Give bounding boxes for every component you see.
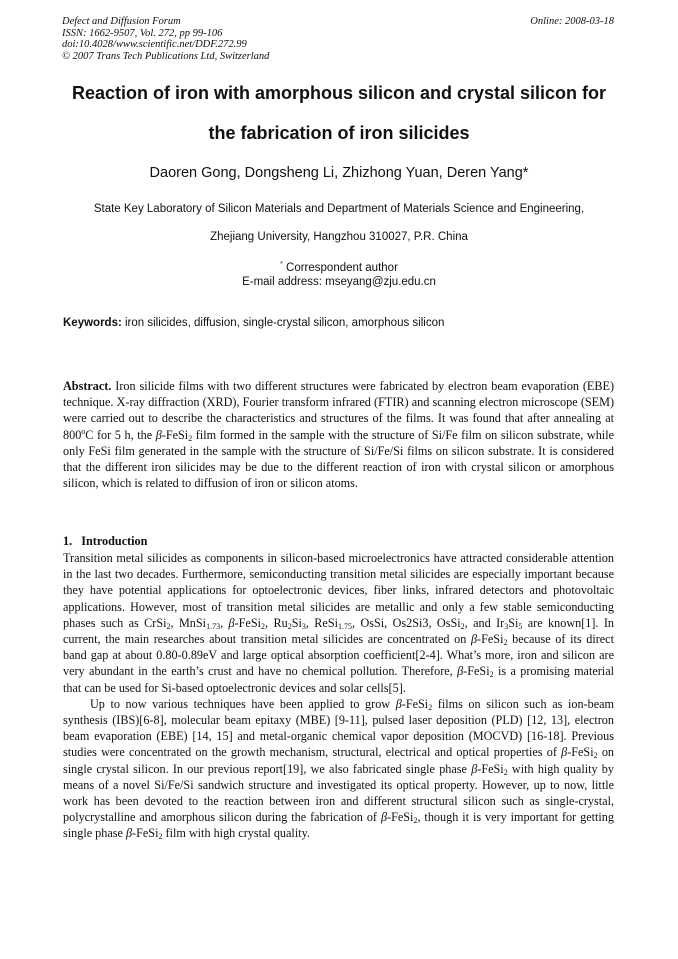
subscript: 2 [593, 751, 598, 761]
text: films on silicon such as ion-beam synthesis (IBS)[6-8], molecular beam epitaxy (MBE) [9-11], pulsed laser deposition (PLD) [12, 13], electron beam evaporation (EBE) [14, 15] and metal-organic chemical vapor deposition (MOCVD) [16-18]. Previous studies were concentrated on the growth mechanism, structural, electrical and optical properties of [63, 696, 614, 760]
subscript: 2 [413, 816, 418, 826]
subscript: 2 [503, 638, 508, 648]
text: film with high crystal quality. [162, 826, 310, 841]
subscript: 2 [166, 621, 171, 631]
affiliation-line-2: Zhejiang University, Hangzhou 310027, P.R. China [210, 231, 468, 243]
text: because of its direct band gap at about 0.80-0.89eV and large optical absorption coefficient[2-4]. What’s more, iron and silicon are very abundant in the earth’s crust and have no chemical pollution. Therefore, [63, 632, 614, 679]
text: with high quality by means of a novel Si/Fe/Si sandwich structure and investigated its optical property. However, up to now, little work has been devoted to the reaction between iron and different structural silicon such as single-crystal, polycrystalline and amorphous silicon during the fabrication of [63, 761, 614, 825]
subscript: 2 [489, 670, 494, 680]
online-date: Online: 2008-03-18 [530, 16, 614, 27]
subscript: 2 [188, 433, 193, 443]
abstract-text: -FeSi [161, 427, 189, 442]
text: -FeSi [567, 745, 594, 760]
abstract-text: C for 5 h, the [85, 427, 156, 442]
text: Transition metal silicides as components in silicon-based microelectronics have attracted considerable attention in the last two decades. Furthermore, semiconducting transition metal silicides are especially important because they have potential applications for optoelectronic devices, fiber links, infrared detectors and photovoltaic applications. However, most of transition metal silicides are metallic and only a few stable semiconducting phases such as CrSi [63, 551, 614, 630]
beta-symbol: β [125, 826, 133, 841]
text: is a promising material that can be used for Si-based optoelectronic devices and solar cells[5]. [63, 664, 614, 695]
text: on single crystal silicon. In our previous report[19], we also fabricated single phase [63, 745, 615, 776]
text: , ReSi [305, 615, 339, 630]
beta-symbol: β [471, 761, 478, 776]
subscript: 2 [261, 621, 266, 631]
doi: doi:10.4028/www.scientific.net/DDF.272.99 [62, 39, 247, 50]
subscript: 1.75 [338, 621, 353, 631]
subscript: 3 [301, 621, 306, 631]
text: -FeSi [132, 826, 159, 841]
beta-symbol: β [470, 632, 478, 647]
text: , OsSi, Os2Si3, OsSi [352, 615, 461, 630]
abstract [63, 378, 614, 491]
subscript: 5 [518, 621, 523, 631]
text: , though it is very important for getting single phase [63, 810, 614, 841]
author-list: Daoren Gong, Dongsheng Li, Zhizhong Yuan, Deren Yang* [149, 165, 529, 181]
beta-symbol: β [561, 745, 568, 760]
text: -FeSi [463, 664, 490, 679]
subscript: 2 [287, 621, 292, 631]
keywords-label: Keywords: [63, 317, 122, 329]
paragraph [63, 550, 614, 696]
keywords [63, 317, 623, 329]
abstract-text: Iron silicide films with two different structures were fabricated by electron beam evaporation (EBE) technique. X-ray diffraction (XRD), Fourier transform infrared (FTIR) and scanning electron microscope (SEM) were carried out to describe the characteristics and structures of the films. It was found that after annealing at 800 [63, 379, 614, 442]
text: , [220, 615, 229, 630]
subscript: 2 [503, 767, 508, 777]
text: , MnSi [170, 615, 207, 630]
keywords-text: iron silicides, diffusion, single-crystal silicon, amorphous silicon [125, 317, 445, 329]
email-address: E-mail address: mseyang@zju.edu.cn [242, 275, 436, 288]
text: Si [508, 615, 519, 630]
degree-mark: o [81, 426, 86, 436]
paper-title-line-1: Reaction of iron with amorphous silicon and crystal silicon for [71, 83, 607, 103]
correspondent-author [40, 258, 638, 275]
correspondent-label: Correspondent author [286, 261, 398, 274]
journal-name: Defect and Diffusion Forum [62, 16, 181, 27]
text: -FeSi [477, 632, 504, 647]
subscript: 2 [460, 621, 465, 631]
text: are known[1]. In current, the main researches about transition metal silicides are concentrated on [63, 615, 615, 647]
correspondence [40, 258, 638, 289]
text: -FeSi [401, 696, 429, 711]
asterisk-mark: * [280, 261, 283, 268]
subscript: 1.73 [206, 621, 221, 631]
subscript: 2 [158, 832, 163, 842]
section-heading-introduction: 1. Introduction [63, 534, 148, 548]
text: , Ru [265, 615, 288, 630]
paragraph [63, 696, 614, 842]
text: Si [291, 615, 302, 630]
beta-symbol: β [380, 810, 388, 825]
text: Up to now various techniques have been applied to grow [90, 696, 396, 711]
text: -FeSi [477, 761, 504, 776]
text: -FeSi [234, 615, 262, 630]
subscript: 3 [504, 621, 509, 631]
abstract-text: film formed in the sample with the structure of Si/Fe film on silicon substrate, while only FeSi film generated in the sample with the structure of Si/Fe/Si films on silicon substrate. It is considered that the different iron silicides may be due to the different reaction of iron with crystal silicon or amorphous silicon, which is related to diffusion of iron or silicon atoms. [63, 427, 614, 491]
text: , and Ir [464, 615, 505, 630]
abstract-label: Abstract. [63, 379, 112, 393]
subscript: 2 [428, 702, 433, 712]
copyright: © 2007 Trans Tech Publications Ltd, Switzerland [62, 50, 270, 62]
issn: ISSN: 1662-9507, Vol. 272, pp 99-106 [62, 27, 223, 39]
beta-symbol: β [228, 615, 235, 630]
text: -FeSi [387, 810, 414, 825]
beta-symbol: β [457, 664, 464, 679]
beta-symbol: β [395, 696, 402, 711]
beta-symbol: β [155, 427, 162, 442]
journal-header [62, 16, 269, 62]
paper-title-line-2: the fabrication of iron silicides [208, 123, 470, 143]
introduction-body [63, 550, 614, 842]
affiliation-line-1: State Key Laboratory of Silicon Materials and Department of Materials Science and Engineering, [93, 203, 585, 215]
